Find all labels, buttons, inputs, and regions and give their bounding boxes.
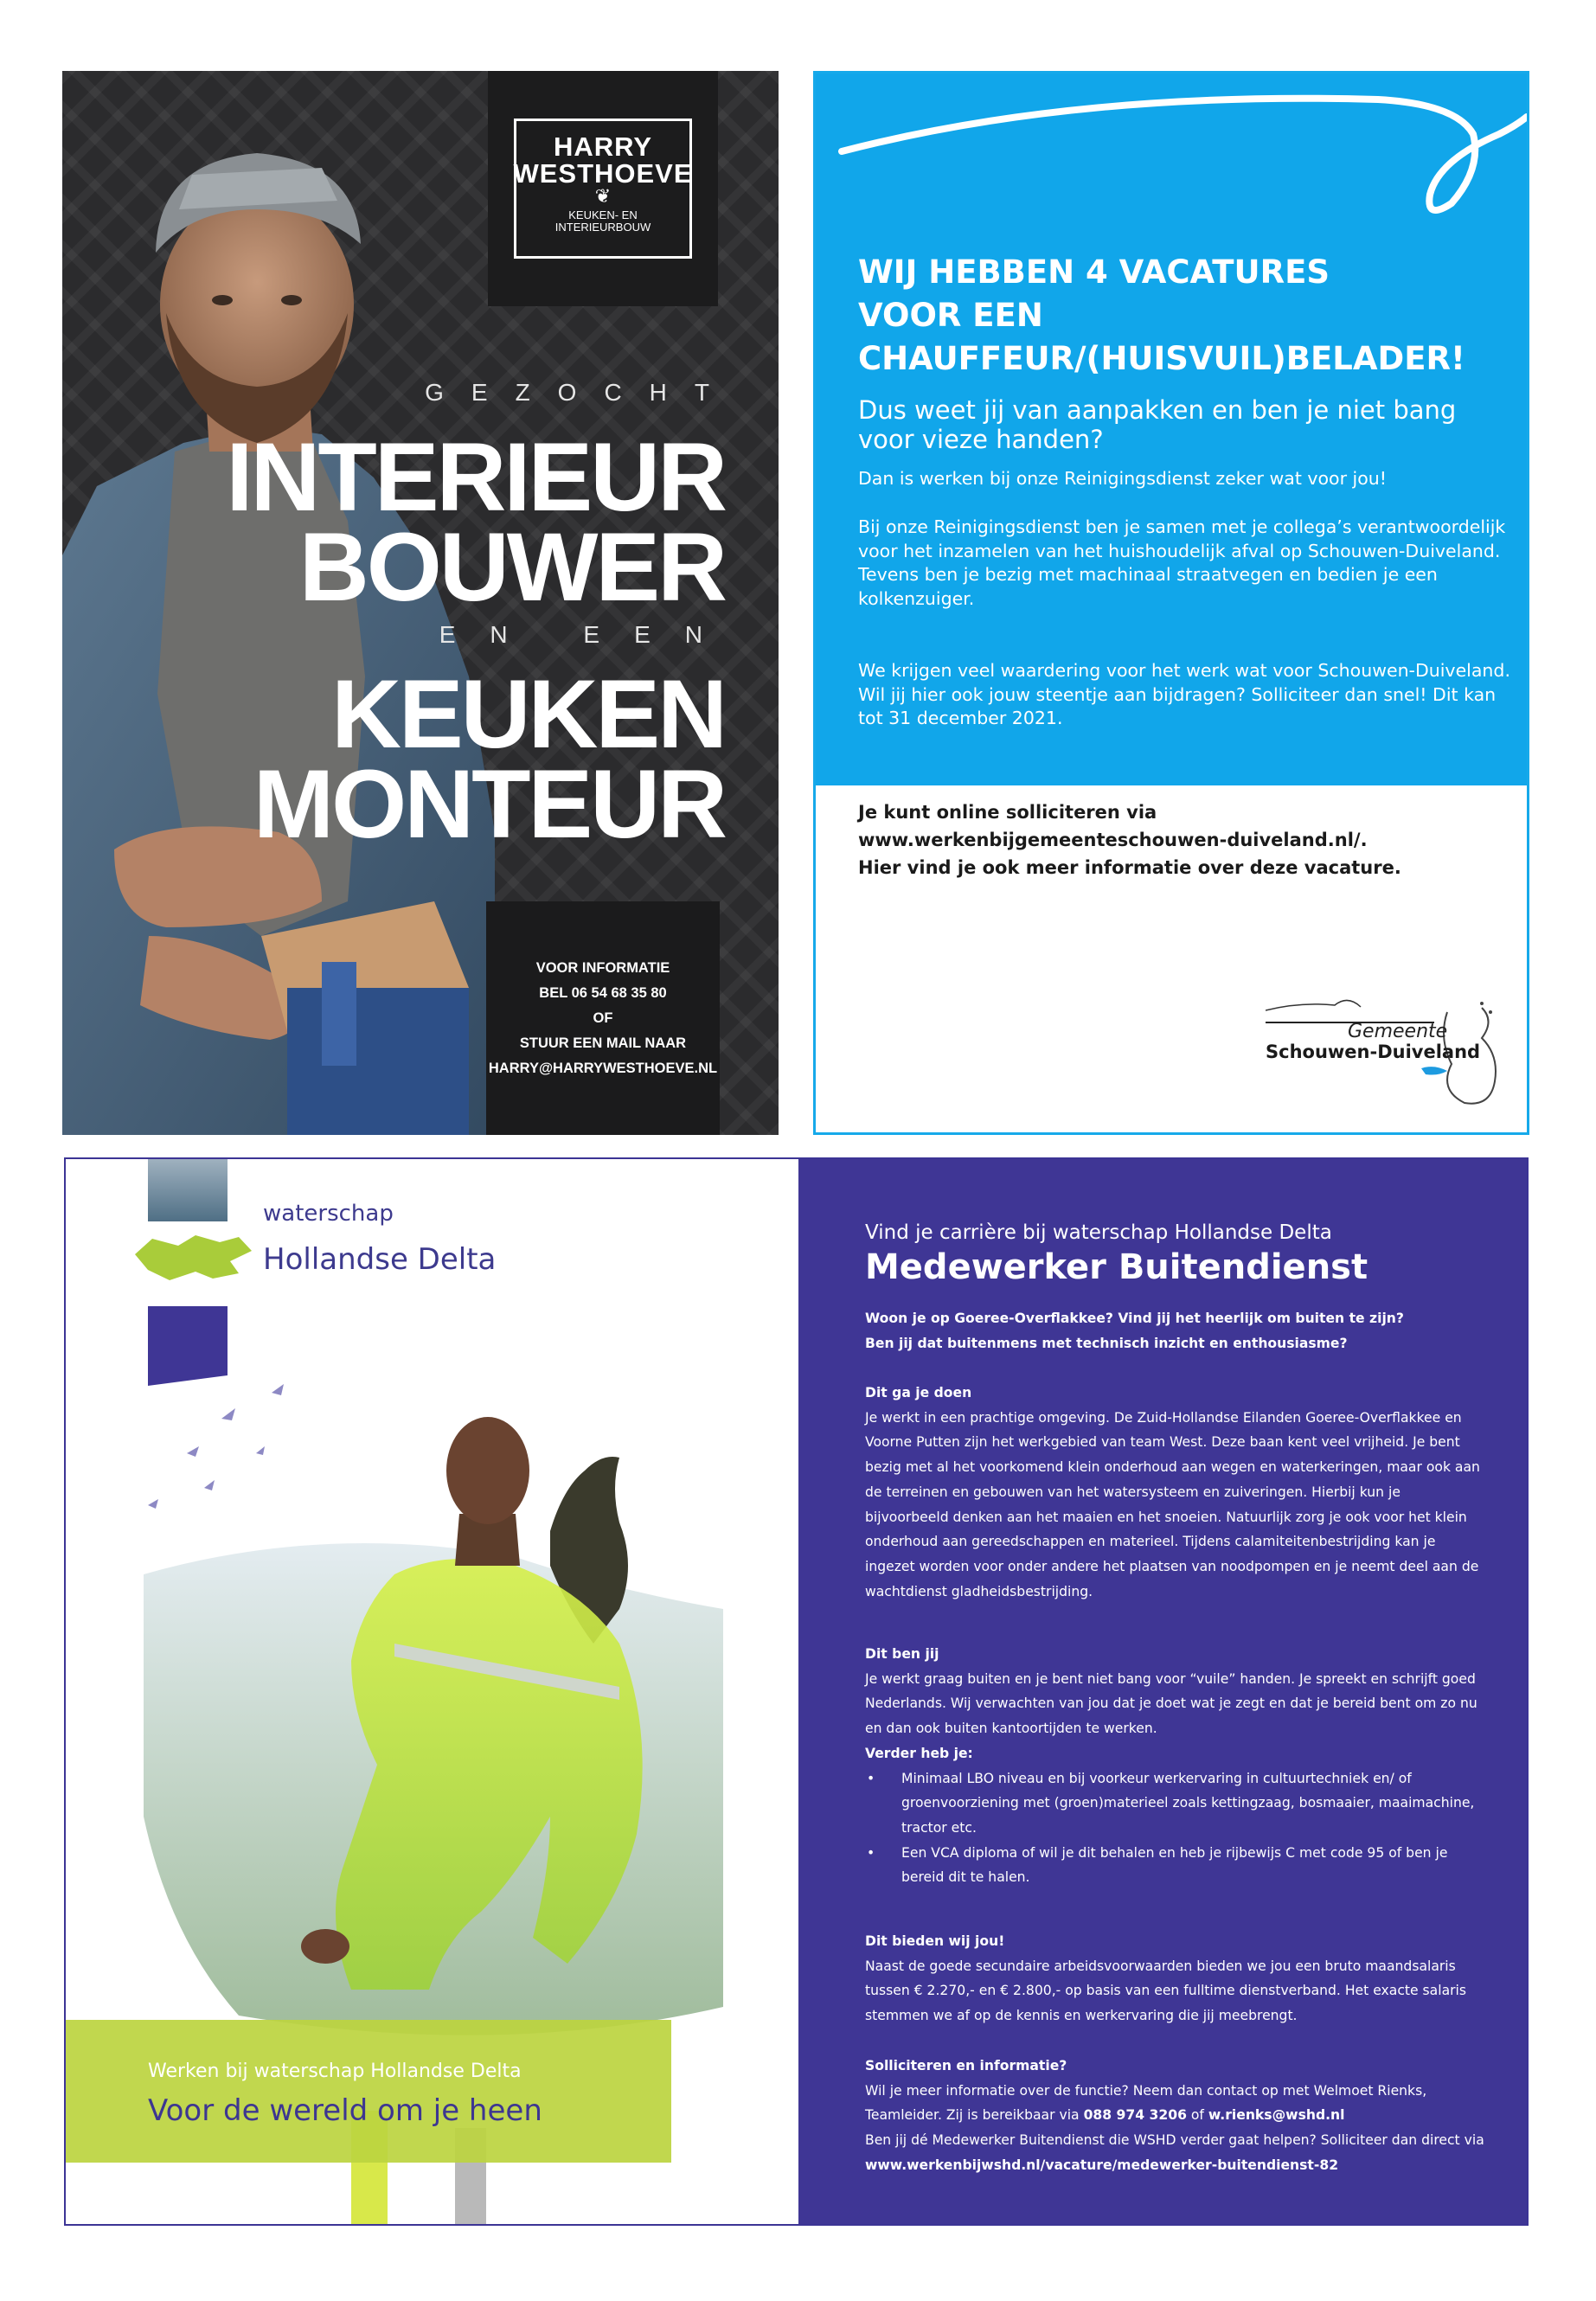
logo-sub-line2: INTERIEURBOUW	[554, 221, 651, 234]
job1-line2: BOUWER	[298, 513, 725, 621]
contact-phone[interactable]: 088 974 3206	[1083, 2107, 1187, 2124]
list-item: • Minimaal LBO niveau en bij voorkeur werkervaring in cultuurtechniek en/ of groenvoorziening met (groen)materieel zoals kettingzaag, bosmaaier, maaimachine, tractor etc.	[865, 1766, 1488, 1841]
info-line: VOOR INFORMATIE	[535, 959, 670, 976]
swirl-decoration	[816, 74, 1527, 247]
text-bieden: Naast de goede secundaire arbeidsvoorwaarden bieden we jou een bruto maandsalaris tussen € 2.270,- en € 2.800,- op basis van een fulltime dienstverband. Het exacte salaris stemmen we af op de kennis en werkervaring die jij meebrengt.	[865, 1958, 1466, 2024]
section-doen	[865, 1381, 1488, 1604]
apply-line: Ben jij dé Medewerker Buitendienst die WSHD verder gaat helpen? Solliciteer dan direct via	[865, 2132, 1484, 2149]
gemeente-logo	[1266, 986, 1512, 1116]
en-een-label: EN EEN	[439, 621, 737, 648]
job-title: Medewerker Buitendienst	[865, 1247, 1368, 1287]
contact-text	[865, 2079, 1488, 2128]
title-line: VOOR EEN	[858, 297, 1043, 334]
waterschap-ad	[64, 1157, 1529, 2226]
requirements-list	[865, 1766, 1488, 1891]
logo-sub-line1: KEUKEN- EN	[568, 208, 638, 221]
brand-name: Hollandse Delta	[263, 1242, 497, 1277]
job2-line1: KEUKEN	[331, 660, 725, 768]
section-solliciteren	[865, 2054, 1488, 2178]
vacature-title	[858, 251, 1516, 381]
info-email[interactable]: HARRY@HARRYWESTHOEVE.NL	[488, 1060, 718, 1076]
job2-line2: MONTEUR	[253, 750, 725, 858]
wshd-left-panel	[66, 1159, 798, 2224]
section-ben	[865, 1642, 1488, 1890]
info-line: STUUR EEN MAIL NAAR	[519, 1035, 687, 1051]
paragraph-2: Bij onze Reinigingsdienst ben je samen met je collega’s verantwoordelijk voor het inzamelen van het huishoudelijk afval op Schouwen-Duiveland. Tevens ben je bezig met machinaal straatvegen en bedien je een kolkenzuiger.	[858, 516, 1506, 609]
contact-line: Wil je meer informatie over de functie? Neem dan contact op met Welmoet Rienks, Teamleider. Zij is bereikbaar via	[865, 2082, 1427, 2124]
gezocht-label: GEZOCHT	[425, 379, 737, 406]
info-line: OF	[593, 1009, 613, 1026]
wshd-right-panel	[798, 1159, 1527, 2224]
logo-line2: Schouwen-Duiveland	[1266, 1042, 1481, 1062]
text-doen: Je werkt in een prachtige omgeving. De Zuid-Hollandse Eilanden Goeree-Overflakkee en Voorne Putten zijn het werkgebied van team West. Deze baan kent veel vrijheid. Je bent bezig met al het voorkomend klein onderhoud aan wegen en waterkeringen, maar ook aan de terreinen en gebouwen van het watersysteem en zuiveringen. Hierbij kun je bijvoorbeeld denken aan het maaien en het snoeien. Natuurlijk zorg je ook voor het klein onderhoud aan gereedschappen en materieel. Tijdens calamiteitenbestrijding kan je ingezet worden voor onder andere het plaatsen van noodpompen en je neemt deel aan de wachtdienst gladheidsbestrijding.	[865, 1409, 1480, 1599]
section-bieden	[865, 1929, 1488, 2029]
logo-name-line2: WESTHOEVE	[513, 158, 693, 189]
logo-line1: Gemeente	[1348, 1021, 1448, 1042]
apply-line: Hier vind je ook meer informatie over deze vacature.	[858, 857, 1401, 878]
apply-line: Je kunt online solliciteren via	[858, 802, 1157, 823]
green-slogan-band	[66, 2020, 671, 2163]
job1-line1: INTERIEUR	[226, 423, 725, 531]
info-phone[interactable]: BEL 06 54 68 35 80	[539, 984, 667, 1001]
paragraph-1: Dan is werken bij onze Reinigingsdienst zeker wat voor jou!	[858, 468, 1387, 489]
paragraph-3: We krijgen veel waardering voor het werk wat voor Schouwen-Duiveland. Wil jij hier ook jouw steentje aan bijdragen? Solliciteer dan snel! Dit kan tot 31 december 2021.	[858, 660, 1510, 728]
kicker-text: Vind je carrière bij waterschap Hollandse Delta	[865, 1221, 1332, 1244]
harry-westhoeve-logo	[488, 71, 718, 306]
contact-of: of	[1190, 2107, 1204, 2124]
text-ben: Je werkt graag buiten en je bent niet bang voor “vuile” handen. Je spreekt en schrijft goed Nederlands. Wij verwachten van jou dat je doet wat je zegt en dat je bereid bent om zo nu en dan ook buiten kantoortijden te werken.	[865, 1670, 1477, 1737]
heading-solliciteren: Solliciteren en informatie?	[865, 2058, 1067, 2073]
contact-info-box	[486, 901, 720, 1135]
lead-text: Dus weet jij van aanpakken en ben je niet bang voor vieze handen?	[858, 395, 1457, 454]
title-line: CHAUFFEUR/(HUISVUIL)BELADER!	[858, 340, 1465, 377]
heading-verder: Verder heb je:	[865, 1745, 973, 1761]
band-slogan: Voor de wereld om je heen	[148, 2093, 542, 2128]
leaf-icon: ❦	[594, 185, 612, 207]
harry-westhoeve-ad	[62, 71, 779, 1135]
intro-text	[865, 1306, 1488, 1356]
heading-bieden: Dit bieden wij jou!	[865, 1933, 1005, 1949]
apply-url[interactable]: www.werkenbijwshd.nl/vacature/medewerker-buitendienst-82	[865, 2157, 1339, 2173]
band-small-text: Werken bij waterschap Hollandse Delta	[148, 2061, 522, 2082]
apply-text	[865, 2128, 1488, 2177]
list-item: • Een VCA diploma of wil je dit behalen en heb je rijbewijs C met code 95 of ben je bereid dit te halen.	[865, 1841, 1488, 1890]
logo-name-line1: HARRY	[553, 131, 653, 162]
brand-small-label: waterschap	[263, 1201, 394, 1227]
apply-info	[858, 798, 1516, 881]
apply-url[interactable]: www.werkenbijgemeenteschouwen-duiveland.nl/.	[858, 830, 1368, 850]
heading-ben: Dit ben jij	[865, 1646, 939, 1662]
contact-email[interactable]: w.rienks@wshd.nl	[1208, 2107, 1345, 2124]
heading-doen: Dit ga je doen	[865, 1385, 972, 1400]
title-line: WIJ HEBBEN 4 VACATURES	[858, 253, 1330, 291]
intro-line: Ben jij dat buitenmens met technisch inzicht en enthousiasme?	[865, 1335, 1348, 1351]
gemeente-vacature-ad	[813, 71, 1529, 1135]
intro-line: Woon je op Goeree-Overflakkee? Vind jij het heerlijk om buiten te zijn?	[865, 1311, 1404, 1326]
